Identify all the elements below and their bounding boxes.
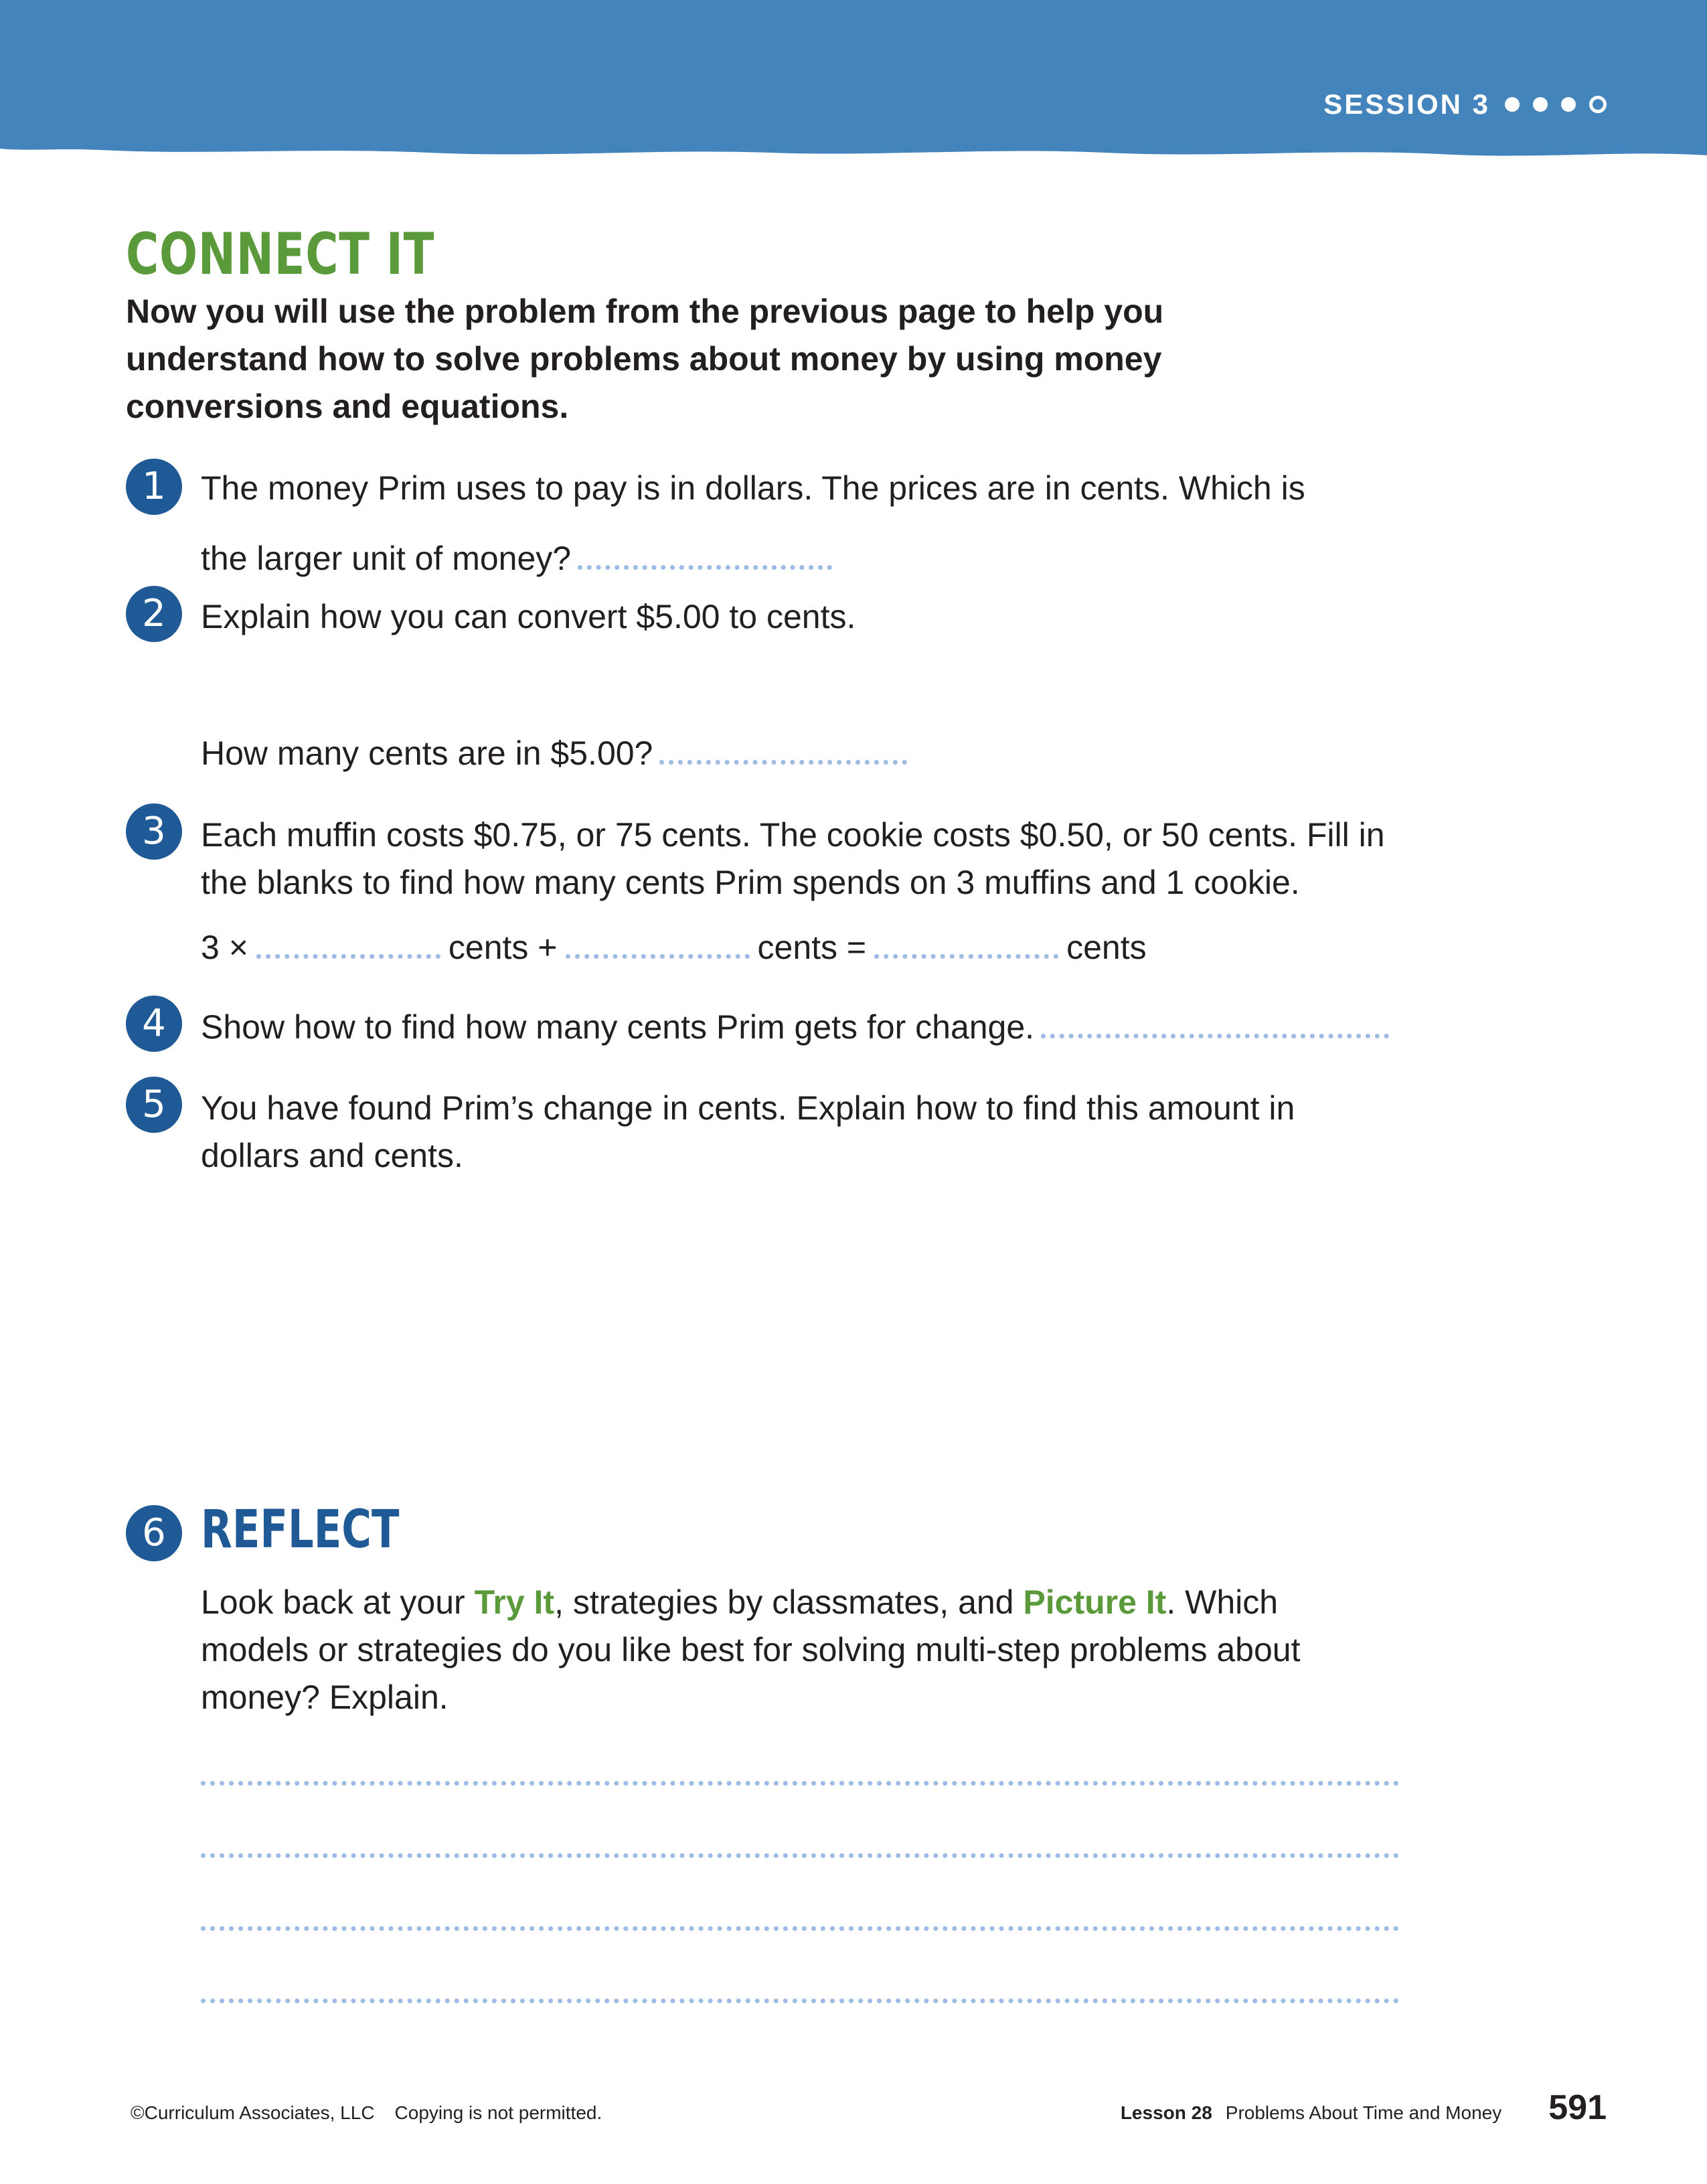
question-number-2: 2 — [126, 586, 182, 642]
answer-blank-larger-unit[interactable] — [578, 564, 832, 570]
equation-part1: cents + — [448, 929, 558, 966]
equation-start: 3 × — [201, 929, 248, 966]
question-4-wrap — [201, 1004, 1389, 1051]
picture-it-label: Picture It — [1023, 1583, 1167, 1621]
question-2-text: Explain how you can convert $5.00 to cents. — [201, 598, 856, 635]
answer-blank-total-cents[interactable] — [874, 953, 1058, 959]
session-progress-dots — [1505, 96, 1607, 113]
question-number-4: 4 — [126, 996, 182, 1052]
question-number-6: 6 — [126, 1505, 182, 1561]
lesson-label: Lesson 28 — [1120, 2102, 1212, 2123]
reflect-text-after: . Which models or strategies do you like best for solving multi-step problems about money? Explain. — [201, 1583, 1301, 1716]
question-2-followup-wrap — [201, 730, 907, 777]
reflect-text — [201, 1579, 1305, 1721]
question-number-3: 3 — [126, 803, 182, 860]
progress-dot-empty — [1589, 96, 1607, 113]
connect-it-title: CONNECT IT — [126, 221, 435, 288]
question-5-answer-space[interactable] — [201, 1192, 1399, 1473]
question-1-line2: the larger unit of money? — [201, 540, 572, 577]
reflect-title: REFLECT — [201, 1500, 400, 1560]
session-label: SESSION 3 — [1323, 88, 1490, 120]
session-indicator — [1323, 88, 1607, 121]
question-number-5: 5 — [126, 1077, 182, 1133]
copying-notice: Copying is not permitted. — [394, 2102, 602, 2123]
question-1-line2-wrap — [201, 535, 832, 582]
question-number-1: 1 — [126, 459, 182, 515]
reflect-text-middle: , strategies by classmates, and — [554, 1583, 1024, 1621]
answer-blank-change-cents[interactable] — [1041, 1033, 1389, 1038]
question-4-text: Show how to find how many cents Prim gets for change. — [201, 1008, 1035, 1046]
try-it-label: Try It — [474, 1583, 555, 1621]
banner-shape — [0, 0, 1707, 167]
question-2-followup: How many cents are in $5.00? — [201, 734, 653, 772]
question-1-line1: The money Prim uses to pay is in dollars. The prices are in cents. Which is — [201, 469, 1305, 507]
progress-dot-filled — [1561, 97, 1576, 112]
answer-line[interactable] — [201, 1853, 1399, 1858]
question-3-equation — [201, 924, 1147, 971]
answer-blank-cookie-cents[interactable] — [566, 953, 750, 959]
answer-blank-muffin-cents[interactable] — [256, 953, 440, 959]
question-5-text: You have found Prim’s change in cents. Explain how to find this amount in dollars and cents. — [201, 1089, 1295, 1174]
footer-right — [1121, 2088, 1607, 2128]
header-banner — [0, 0, 1707, 167]
equation-part3: cents — [1066, 929, 1147, 966]
footer-left — [131, 2102, 602, 2124]
question-3-text: Each muffin costs $0.75, or 75 cents. The cookie costs $0.50, or 50 cents. Fill in the blanks to find how many cents Prim spends on 3 muffins and 1 cookie. — [201, 816, 1385, 901]
answer-line[interactable] — [201, 1999, 1399, 2003]
progress-dot-filled — [1533, 97, 1548, 112]
answer-blank-cents-in-5[interactable] — [659, 759, 907, 765]
page-number: 591 — [1548, 2088, 1607, 2127]
reflect-text-before: Look back at your — [201, 1583, 475, 1621]
equation-part2: cents = — [757, 929, 867, 966]
copyright-text: ©Curriculum Associates, LLC — [131, 2102, 375, 2123]
lesson-title: Problems About Time and Money — [1225, 2102, 1502, 2123]
connect-it-intro: Now you will use the problem from the previous page to help you understand how to solve problems about money by using money conversions and equations. — [126, 293, 1164, 425]
answer-line[interactable] — [201, 1926, 1399, 1931]
progress-dot-filled — [1505, 97, 1520, 112]
answer-line[interactable] — [201, 1781, 1399, 1786]
